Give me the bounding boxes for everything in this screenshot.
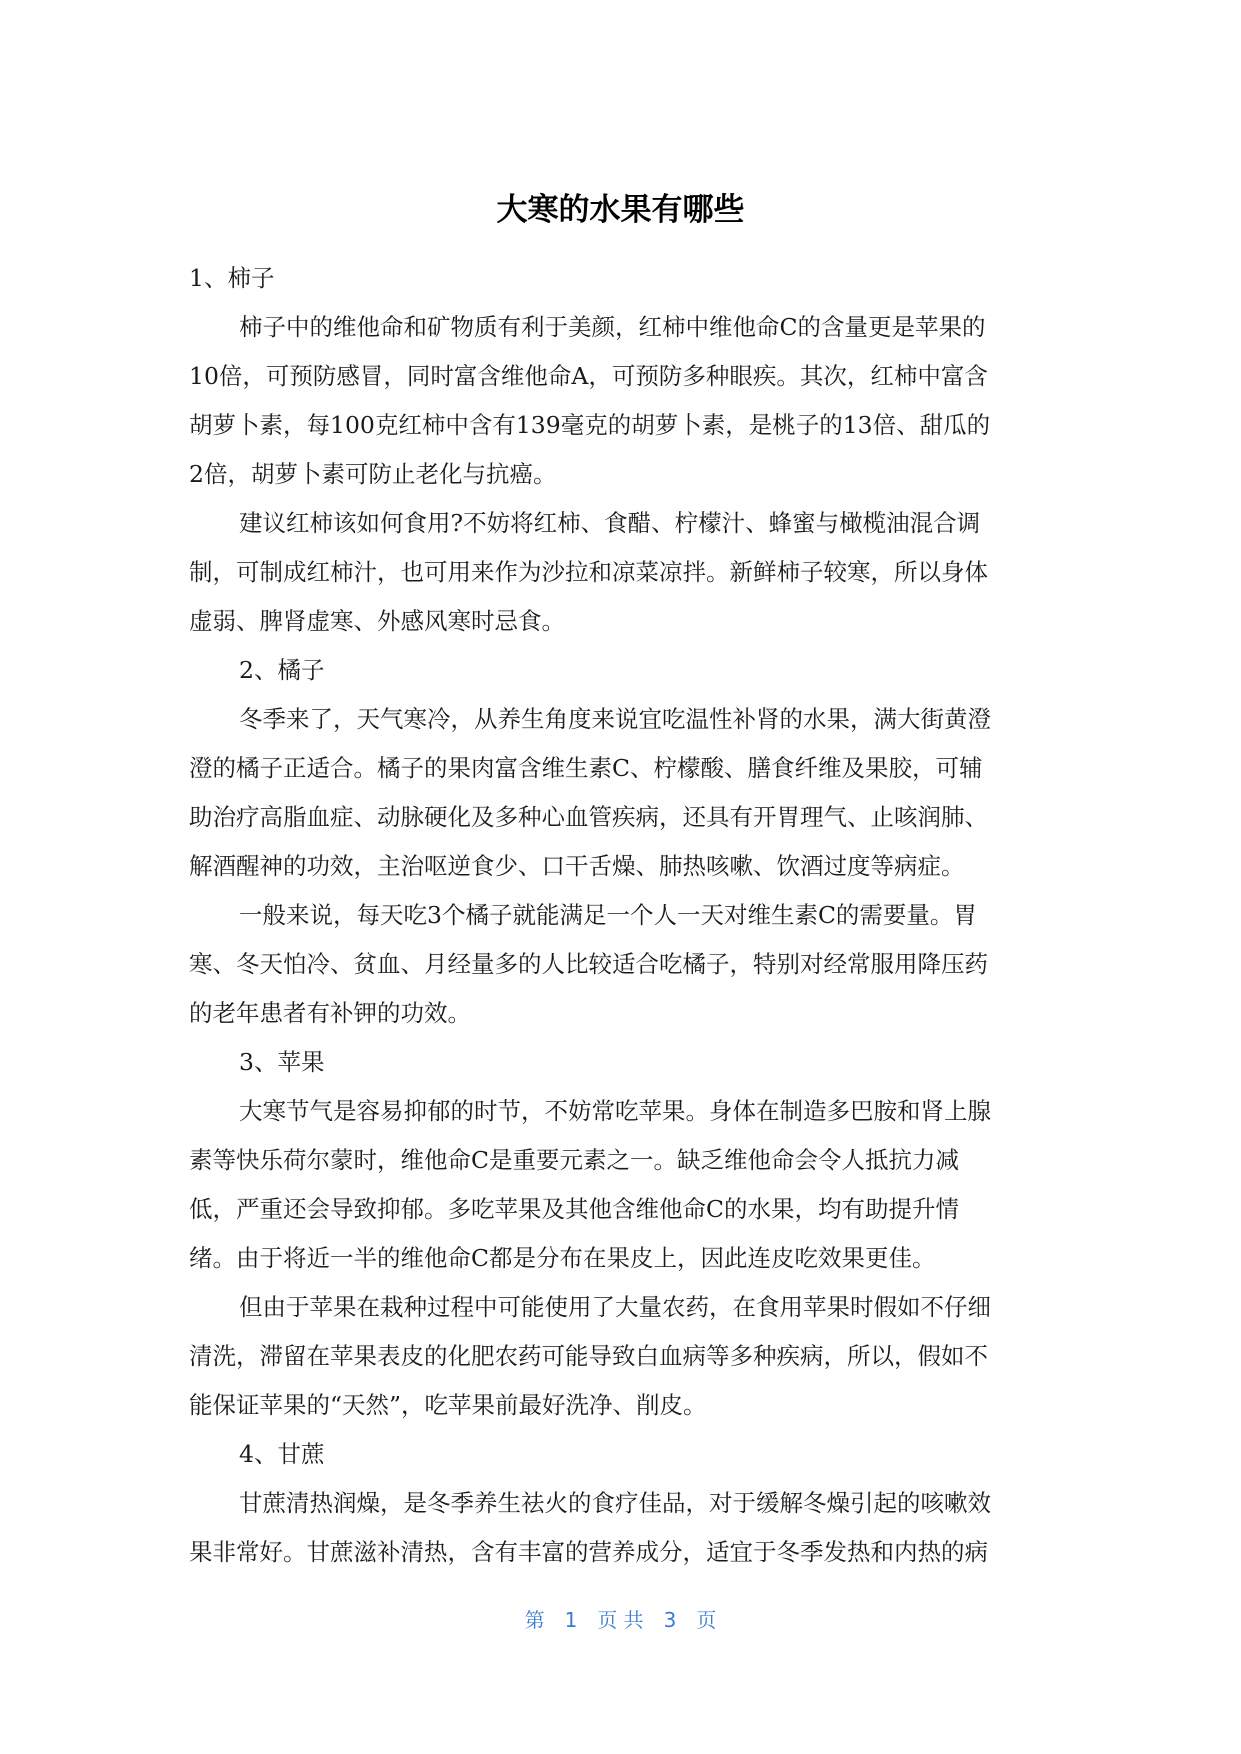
page-footer [0,1605,1241,1635]
text-line: 1、柿子 [189,264,275,292]
footer-current-page: 1 [564,1608,578,1632]
text-line: 解酒醒神的功效，主治呕逆食少、口干舌燥、肺热咳嗽、饮酒过度等病症。 [189,852,965,880]
text-line: 的老年患者有补钾的功效。 [189,999,471,1027]
text-line: 能保证苹果的“天然”，吃苹果前最好洗净、削皮。 [189,1391,707,1419]
text-line: 甘蔗清热润燥，是冬季养生祛火的食疗佳品，对于缓解冬燥引起的咳嗽效 [239,1489,991,1517]
text-line: 大寒节气是容易抑郁的时节，不妨常吃苹果。身体在制造多巴胺和肾上腺 [239,1097,991,1125]
text-line: 制，可制成红柿汁，也可用来作为沙拉和凉菜凉拌。新鲜柿子较寒，所以身体 [189,558,988,586]
text-line: 果非常好。甘蔗滋补清热，含有丰富的营养成分，适宜于冬季发热和内热的病 [189,1538,988,1566]
document-body [189,254,1047,1577]
text-line: 胡萝卜素，每100克红柿中含有139毫克的胡萝卜素，是桃子的13倍、甜瓜的 [189,411,991,439]
footer-label-ye-gong: 页 共 [597,1608,644,1632]
text-line: 2倍，胡萝卜素可防止老化与抗癌。 [189,460,557,488]
footer-label-ye: 页 [696,1608,717,1632]
text-line: 10倍，可预防感冒，同时富含维他命A，可预防多种眼疾。其次，红柿中富含 [189,362,988,390]
text-line: 助治疗高脂血症、动脉硬化及多种心血管疾病，还具有开胃理气、止咳润肺、 [189,803,988,831]
text-line: 虚弱、脾肾虚寒、外感风寒时忌食。 [189,607,565,635]
text-line: 4、甘蔗 [239,1440,325,1468]
text-line: 寒、冬天怕冷、贫血、月经量多的人比较适合吃橘子，特别对经常服用降压药 [189,950,988,978]
text-line: 2、橘子 [239,656,325,684]
footer-label-di: 第 [524,1608,545,1632]
text-line: 建议红柿该如何食用?不妨将红柿、食醋、柠檬汁、蜂蜜与橄榄油混合调 [239,509,981,537]
text-line: 清洗，滞留在苹果表皮的化肥农药可能导致白血病等多种疾病，所以，假如不 [189,1342,988,1370]
text-line: 绪。由于将近一半的维他命C都是分布在果皮上，因此连皮吃效果更佳。 [189,1244,936,1272]
page-title: 大寒的水果有哪些 [496,192,745,228]
text-line: 3、苹果 [239,1048,325,1076]
text-line: 低，严重还会导致抑郁。多吃苹果及其他含维他命C的水果，均有助提升情 [189,1195,959,1223]
text-line: 冬季来了，天气寒冷，从养生角度来说宜吃温性补肾的水果，满大街黄澄 [239,705,991,733]
footer-total-pages: 3 [663,1608,677,1632]
text-line: 澄的橘子正适合。橘子的果肉富含维生素C、柠檬酸、膳食纤维及果胶，可辅 [189,754,983,782]
text-line: 但由于苹果在栽种过程中可能使用了大量农药，在食用苹果时假如不仔细 [239,1293,991,1321]
text-line: 素等快乐荷尔蒙时，维他命C是重要元素之一。缺乏维他命会令人抵抗力减 [189,1146,959,1174]
text-line: 一般来说，每天吃3个橘子就能满足一个人一天对维生素C的需要量。胃 [239,901,977,929]
text-line: 柿子中的维他命和矿物质有利于美颜，红柿中维他命C的含量更是苹果的 [239,313,986,341]
